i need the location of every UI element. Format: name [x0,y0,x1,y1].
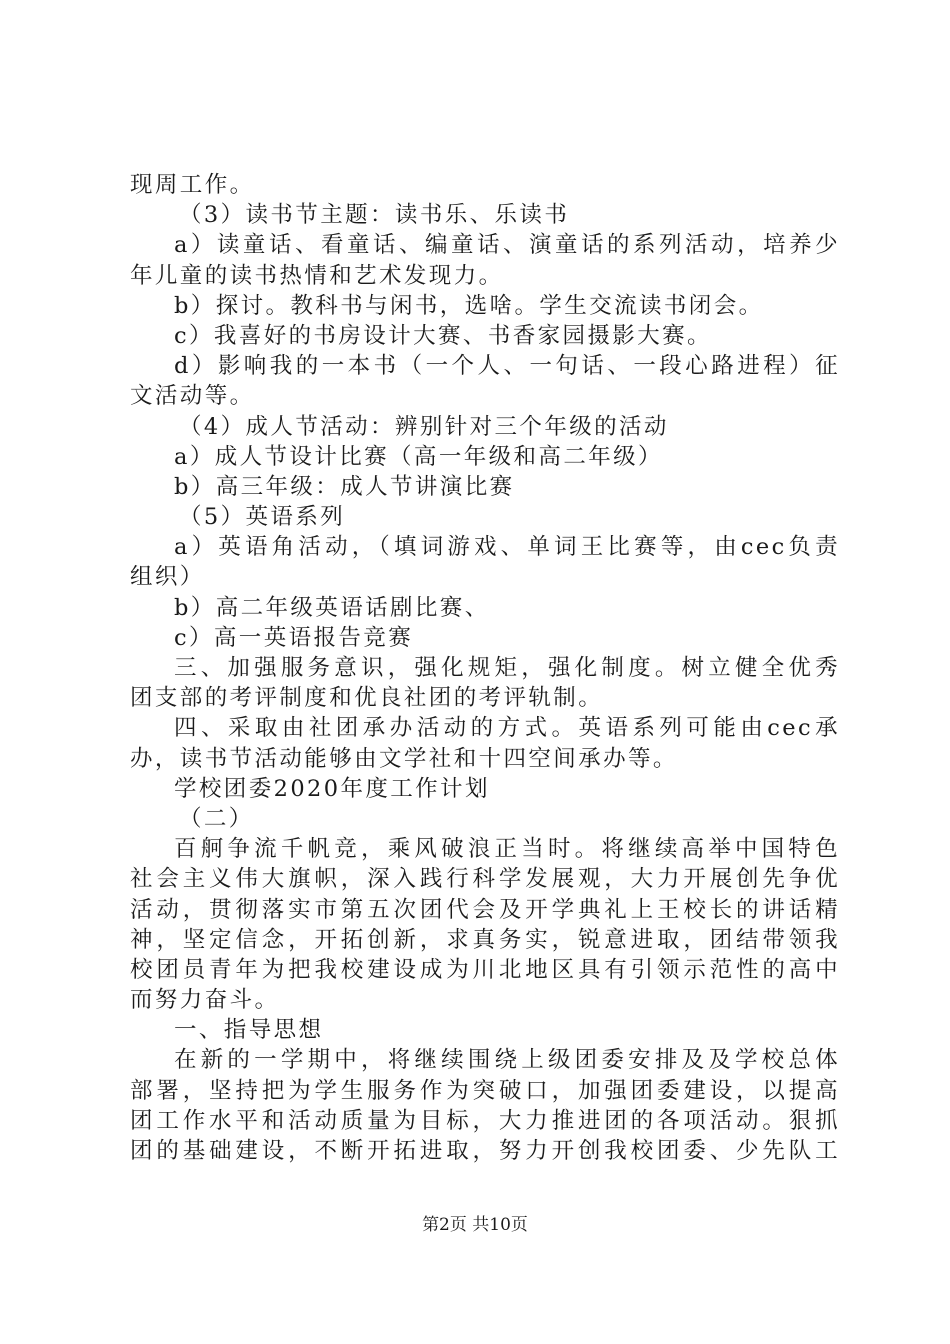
text-line: （5）英语系列 [179,504,346,531]
text-line: 校团员青年为把我校建设成为川北地区具有引领示范性的高中 [130,956,840,983]
text-line: 团的基础建设，不断开拓进取，努力开创我校团委、少先队工 [130,1138,840,1164]
text-line: a）成人节设计比赛（高一年级和高二年级） [174,443,663,470]
text-line: 一、指导思想 [174,1017,324,1044]
text-line: 团支部的考评制度和优良社团的考评轨制。 [130,685,604,712]
text-line: 办，读书节活动能够由文学社和十四空间承办等。 [130,745,678,772]
text-line: 现周工作。 [130,172,255,198]
text-line: 而努力奋斗。 [130,987,280,1014]
text-line: 组织） [130,564,205,591]
text-line: d）影响我的一本书（一个人、一句话、一段心路进程）征 [174,353,840,380]
page-footer: 第2页 共10页 [422,1215,528,1235]
text-line: （二） [179,805,254,832]
text-line: 部署，坚持把为学生服务作为突破口，加强团委建设，以提高 [130,1077,840,1104]
text-line: 文活动等。 [130,383,255,410]
text-line: 活动，贯彻落实市第五次团代会及开学典礼上王校长的讲话精 [130,896,840,923]
text-line: b）探讨。教科书与闲书，选啥。学生交流读书闭会。 [174,292,764,319]
text-line: 年儿童的读书热情和艺术发现力。 [130,262,504,289]
text-line: 团工作水平和活动质量为目标，大力推进团的各项活动。狠抓 [130,1107,840,1134]
text-line: 学校团委2020年度工作计划 [174,775,490,802]
text-line: a）英语角活动，（填词游戏、单词王比赛等，由cec负责 [174,534,840,561]
text-line: 社会主义伟大旗帜，深入践行科学发展观，大力开展创先争优 [130,866,840,893]
text-line: a）读童话、看童话、编童话、演童话的系列活动，培养少 [174,232,840,259]
text-line: 神，坚定信念，开拓创新，求真务实，锐意进取，团结带领我 [130,926,840,953]
text-line: b）高三年级：成人节讲演比赛 [174,473,515,500]
text-line: 三、加强服务意识，强化规矩，强化制度。树立健全优秀 [174,655,840,681]
text-line: 百舸争流千帆竞，乘风破浪正当时。将继续高举中国特色 [174,836,840,863]
text-line: b）高二年级英语话剧比赛、 [174,594,490,621]
text-line: （3）读书节主题：读书乐、乐读书 [179,202,570,229]
text-line: c）高一英语报告竞赛 [174,624,414,651]
text-line: 在新的一学期中，将继续围绕上级团委安排及及学校总体 [174,1047,840,1074]
text-line: 四、采取由社团承办活动的方式。英语系列可能由cec承 [174,715,840,742]
text-line: c）我喜好的书房设计大赛、书香家园摄影大赛。 [174,322,712,349]
document-body [130,170,840,1166]
text-line: （4）成人节活动：辨别针对三个年级的活动 [179,413,669,440]
